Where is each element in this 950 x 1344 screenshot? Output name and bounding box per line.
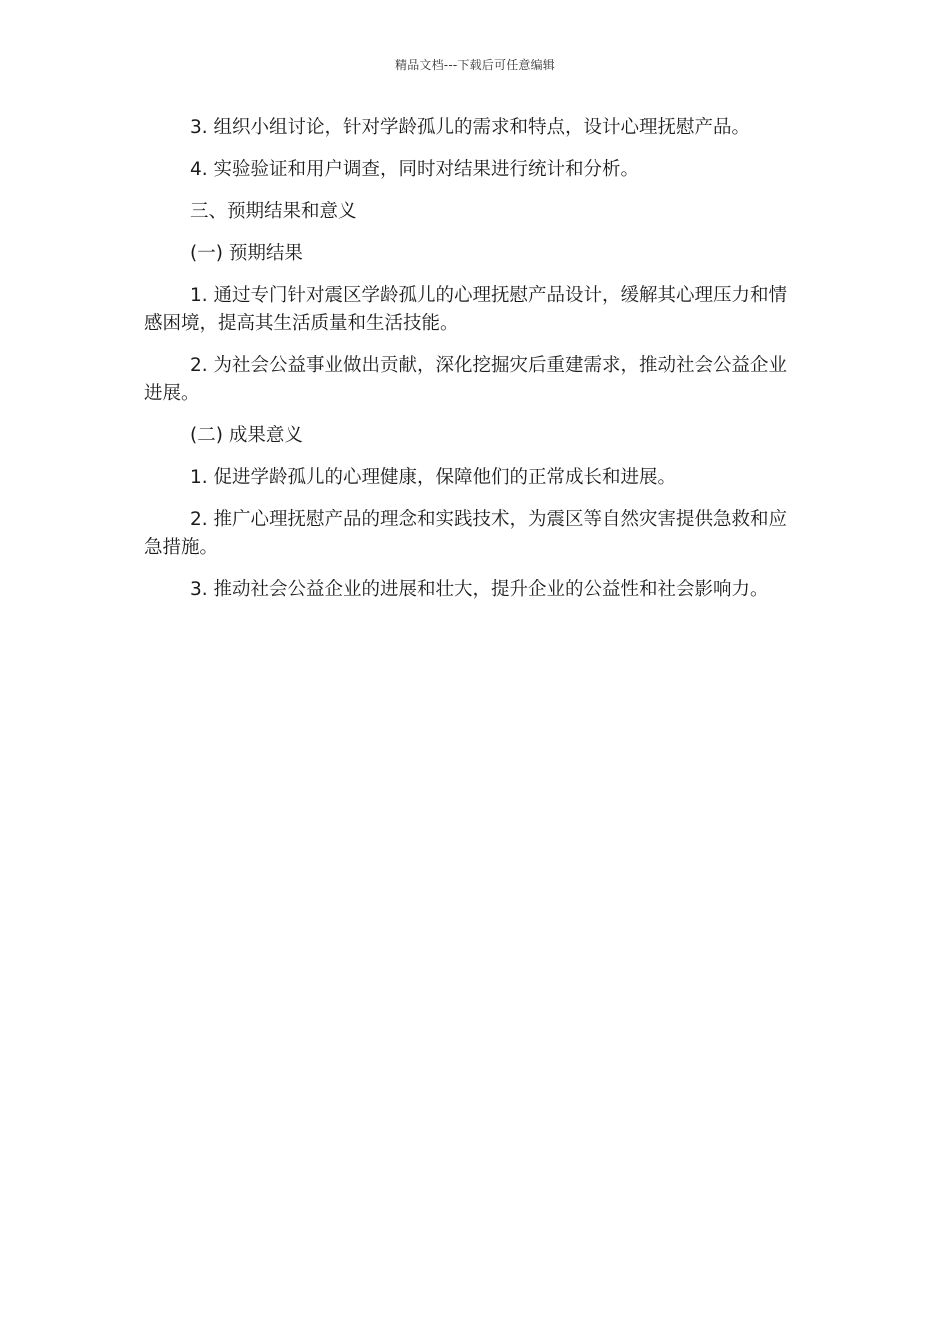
page-header: 精品文档---下载后可任意编辑 [395,58,555,72]
paragraph-significance-1: 1. 促进学龄孤儿的心理健康，保障他们的正常成长和进展。 [190,467,677,488]
document-body [144,114,804,618]
paragraph-significance-3: 3. 推动社会公益企业的进展和壮大，提升企业的公益性和社会影响力。 [190,579,769,600]
subheading-significance: (二) 成果意义 [190,425,303,446]
subheading-expected-results: (一) 预期结果 [190,243,303,264]
paragraph-result-1: 1. 通过专门针对震区学龄孤儿的心理抚慰产品设计，缓解其心理压力和情感困境，提高其生活质量和生活技能。 [144,285,788,334]
paragraph-result-2: 2. 为社会公益事业做出贡献，深化挖掘灾后重建需求，推动社会公益企业进展。 [144,355,788,404]
section-heading-expected-results: 三、预期结果和意义 [190,201,357,222]
paragraph-significance-2: 2. 推广心理抚慰产品的理念和实践技术，为震区等自然灾害提供急救和应急措施。 [144,509,788,558]
paragraph-step-3: 3. 组织小组讨论，针对学龄孤儿的需求和特点，设计心理抚慰产品。 [190,117,751,138]
paragraph-step-4: 4. 实验验证和用户调查，同时对结果进行统计和分析。 [190,159,640,180]
